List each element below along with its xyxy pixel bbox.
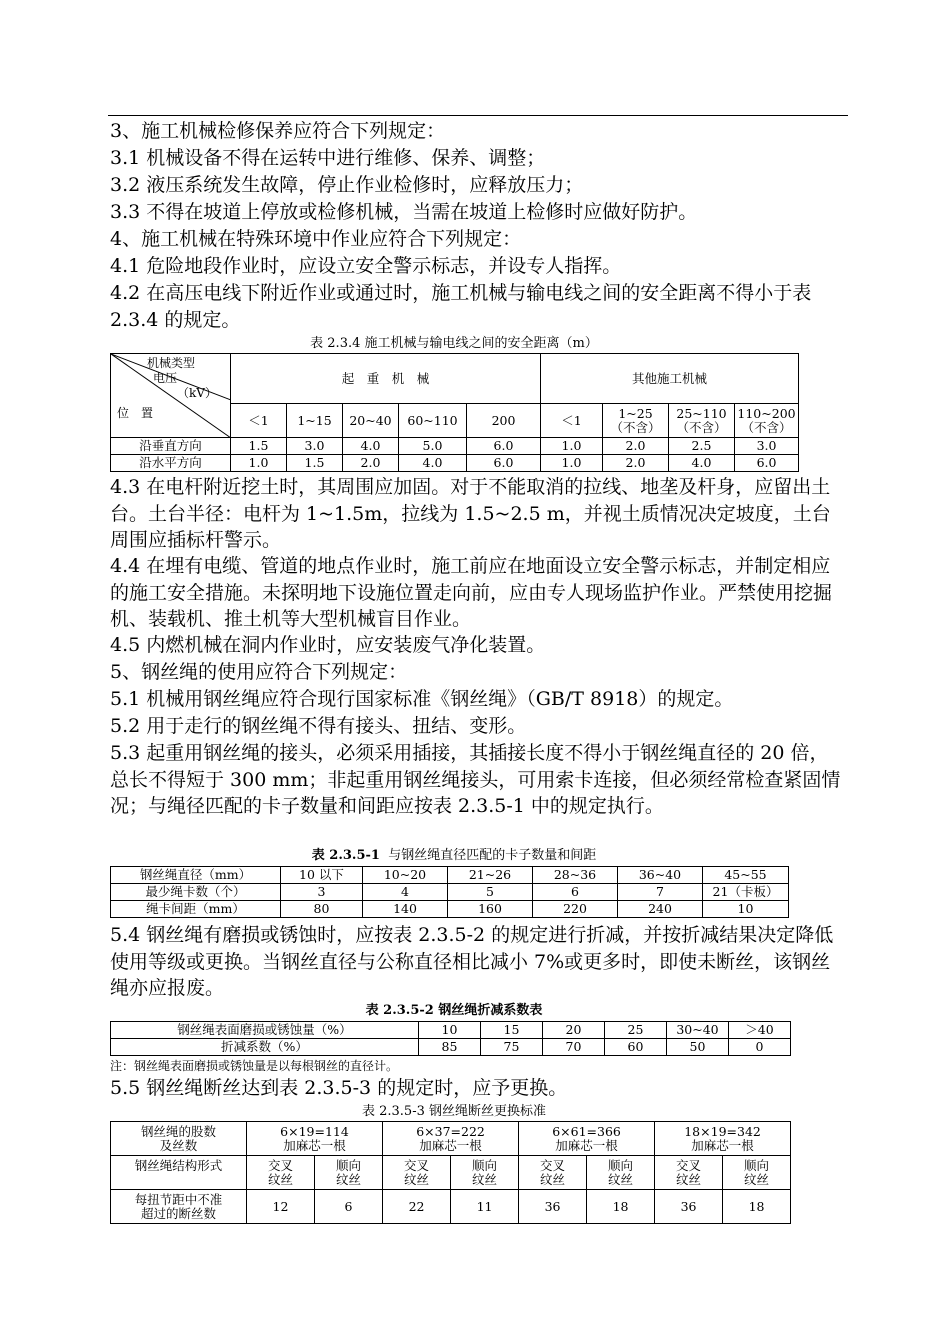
row-label: 折减系数（%） [111,1039,419,1056]
group-header: 18×19=342 加麻芯一根 [655,1122,791,1156]
cell: 36 [519,1190,587,1224]
cell: 70 [543,1039,605,1056]
table-corner-cell [111,354,231,438]
table-2-3-5-3-caption: 表 2.3.5-3 钢丝绳断丝更换标准 [361,1104,546,1119]
voltage-header: ＜1 [541,404,603,438]
cell: 6 [533,884,618,901]
table-2-3-4 [110,353,799,472]
voltage-header: 200 [467,404,541,438]
cell: 4.0 [343,438,399,455]
cell: 50 [667,1039,729,1056]
group-header: 6×61=366 加麻芯一根 [519,1122,655,1156]
cell: 10 [419,1022,481,1039]
row-label: 绳卡间距（mm） [111,901,281,918]
cell: 160 [448,901,533,918]
structure-type: 顺向 纹丝 [315,1156,383,1190]
structure-type: 交叉 纹丝 [655,1156,723,1190]
cell: 75 [481,1039,543,1056]
cell: 2.0 [603,455,669,472]
cell: 4.0 [669,455,735,472]
structure-type: 顺向 纹丝 [587,1156,655,1190]
cell: 1.0 [541,438,603,455]
table-2-3-5-2 [110,1021,791,1056]
voltage-header: 20~40 [343,404,399,438]
cell: 1.0 [541,455,603,472]
table-row [111,438,799,455]
structure-type: 顺向 纹丝 [451,1156,519,1190]
cell: 3.0 [735,438,799,455]
cell: 220 [533,901,618,918]
cell: 36 [655,1190,723,1224]
paragraph-3: 3、施工机械检修保养应符合下列规定： [110,120,446,142]
paragraph-4-5: 4.5 内燃机械在洞内作业时，应安装废气净化装置。 [110,634,546,656]
row-label: 钢丝绳直径（mm） [111,867,281,884]
cell: 60 [605,1039,667,1056]
table-note: 注：钢丝绳表面磨损或锈蚀量是以每根钢丝的直径计。 [110,1059,399,1073]
cell: 140 [363,901,448,918]
cell: 2.0 [603,438,669,455]
structure-type: 交叉 纹丝 [247,1156,315,1190]
group-header: 6×37=222 加麻芯一根 [383,1122,519,1156]
cell: ＞40 [729,1022,791,1039]
table-row [111,1022,791,1039]
cell: 80 [281,901,363,918]
paragraph-5: 5、钢丝绳的使用应符合下列规定： [110,661,408,683]
table-row [111,901,789,918]
cell: 10 以下 [281,867,363,884]
cell: 3 [281,884,363,901]
paragraph-5-4: 5.4 钢丝绳有磨损或锈蚀时，应按表 2.3.5-2 的规定进行折减，并按折减结果决定降低使用等级或更换。当钢丝直径与公称直径相比减小 7%或更多时，即使未断丝，该钢丝绳亦应报废。 [110,924,834,999]
paragraph-5-2: 5.2 用于走行的钢丝绳不得有接头、扭结、变形。 [110,715,527,737]
cell: 1.5 [231,438,287,455]
cell: 11 [451,1190,519,1224]
paragraph-5-5: 5.5 钢丝绳断丝达到表 2.3.5-3 的规定时，应予更换。 [110,1077,568,1099]
structure-type: 顺向 纹丝 [723,1156,791,1190]
cell: 45~55 [703,867,789,884]
paragraph-5-3: 5.3 起重用钢丝绳的接头，必须采用插接，其插接长度不得小于钢丝绳直径的 20 倍，总长不得短于 300 mm；非起重用钢丝绳接头，可用索卡连接，但必须经常检查紧固情况；与绳径匹配的卡子数量和间距应按表 2.3.5-1 中的规定执行。 [110,742,841,817]
group-header: 6×19=114 加麻芯一根 [247,1122,383,1156]
cell: 28~36 [533,867,618,884]
cell: 15 [481,1022,543,1039]
head-label-cell: 钢丝绳的股数 及丝数 [111,1122,247,1156]
cell: 21~26 [448,867,533,884]
cell: 20 [543,1022,605,1039]
corner-label-type: 机械类型 [147,356,196,370]
table-row [111,884,789,901]
cell: 6.0 [467,438,541,455]
paragraph-3-2: 3.2 液压系统发生故障，停止作业检修时，应释放压力； [110,174,584,196]
voltage-header: 1~15 [287,404,343,438]
paragraph-4-4: 4.4 在埋有电缆、管道的地点作业时，施工前应在地面设立安全警示标志，并制定相应的施工安全措施。未探明地下设施位置走向前，应由专人现场监护作业。严禁使用挖掘机、装载机、推土机等大型机械盲目作业。 [110,555,833,630]
paragraph-4-3: 4.3 在电杆附近挖土时，其周围应加固。对于不能取消的拉线、地垄及杆身，应留出土台。土台半径：电杆为 1~1.5m，拉线为 1.5~2.5 m，并视土质情况决定坡度，土台周围应插标杆警示。 [110,476,831,551]
cell: 18 [587,1190,655,1224]
cell: 5 [448,884,533,901]
cell: 4 [363,884,448,901]
row-label: 沿垂直方向 [111,438,231,455]
paragraph-4-2: 4.2 在高压电线下附近作业或通过时，施工机械与输电线之间的安全距离不得小于表 2.3.4 的规定。 [110,282,812,331]
voltage-header: 25~110 （不含） [669,404,735,438]
structure-type: 交叉 纹丝 [519,1156,587,1190]
table-2-3-5-1 [110,866,789,918]
table-row [111,455,799,472]
paragraph-3-1: 3.1 机械设备不得在运转中进行维修、保养、调整； [110,147,546,169]
cell: 1.0 [231,455,287,472]
structure-type: 交叉 纹丝 [383,1156,451,1190]
structure-label: 钢丝绳结构形式 [111,1156,247,1190]
group-header-crane: 起 重 机 械 [231,354,541,404]
cell: 10~20 [363,867,448,884]
cell: 1.5 [287,455,343,472]
limit-label: 每扭节距中不准 超过的断丝数 [111,1190,247,1224]
paragraph-5-1: 5.1 机械用钢丝绳应符合现行国家标准《钢丝绳》（GB/T 8918）的规定。 [110,688,734,710]
cell: 7 [618,884,703,901]
cell: 6 [315,1190,383,1224]
cell: 0 [729,1039,791,1056]
corner-label-position: 位 置 [117,406,154,420]
cell: 36~40 [618,867,703,884]
corner-label-voltage: 电压 [153,371,178,385]
table-2-3-4-caption: 表 2.3.4 施工机械与输电线之间的安全距离（m） [310,336,598,351]
table-2-3-5-2-caption: 表 2.3.5-2 钢丝绳折减系数表 [365,1003,543,1018]
table-2-3-5-1-caption: 表 2.3.5-1 与钢丝绳直径匹配的卡子数量和间距 [311,848,597,863]
paragraph-4-1: 4.1 危险地段作业时，应设立安全警示标志，并设专人指挥。 [110,255,622,277]
voltage-header: 110~200 （不含） [735,404,799,438]
header-rule [108,115,848,116]
cell: 5.0 [399,438,467,455]
cell: 18 [723,1190,791,1224]
cell: 85 [419,1039,481,1056]
table-2-3-5-3 [110,1121,791,1224]
cell: 10 [703,901,789,918]
group-header-other: 其他施工机械 [541,354,799,404]
cell: 3.0 [287,438,343,455]
cell: 6.0 [467,455,541,472]
row-label: 沿水平方向 [111,455,231,472]
cell: 21（卡板） [703,884,789,901]
cell: 4.0 [399,455,467,472]
row-label: 最少绳卡数（个） [111,884,281,901]
cell: 12 [247,1190,315,1224]
table-row [111,867,789,884]
cell: 22 [383,1190,451,1224]
cell: 25 [605,1022,667,1039]
cell: 2.5 [669,438,735,455]
cell: 240 [618,901,703,918]
row-label: 钢丝绳表面磨损或锈蚀量（%） [111,1022,419,1039]
voltage-header: ＜1 [231,404,287,438]
paragraph-4: 4、施工机械在特殊环境中作业应符合下列规定： [110,228,522,250]
cell: 2.0 [343,455,399,472]
table-row [111,1190,791,1224]
cell: 6.0 [735,455,799,472]
paragraph-3-3: 3.3 不得在坡道上停放或检修机械，当需在坡道上检修时应做好防护。 [110,201,698,223]
cell: 30~40 [667,1022,729,1039]
table-row [111,1039,791,1056]
voltage-header: 60~110 [399,404,467,438]
voltage-header: 1~25 （不含） [603,404,669,438]
corner-label-unit: （kV） [177,386,217,400]
